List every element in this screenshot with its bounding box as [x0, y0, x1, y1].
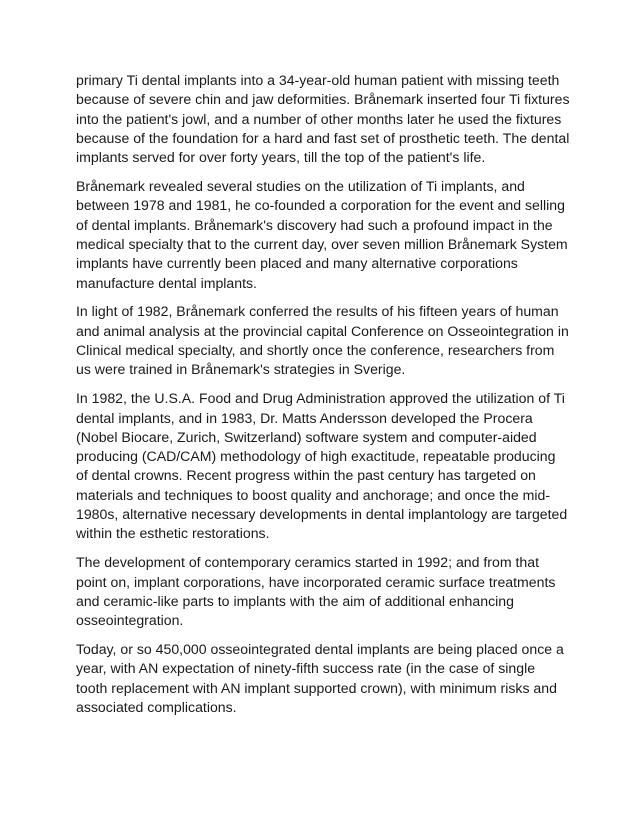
document-body — [76, 71, 570, 727]
paragraph: The development of contemporary ceramics started in 1992; and from that point on, implant corporations, have incorporated ceramic surface treatments and ceramic-like parts to implants with the aim of additional enhancing osseointegration. — [76, 554, 556, 629]
paragraph: In 1982, the U.S.A. Food and Drug Administration approved the utilization of Ti dental implants, and in 1983, Dr. Matts Andersson developed the Procera (Nobel Biocare, Zurich, Switzerland) software system and computer-aided producing (CAD/CAM) methodology of high exactitude, repeatable producing of dental crowns. Recent progress within the past century has targeted on materials and techniques to boost quality and anchorage; and once the mid-1980s, alternative necessary developments in dental implantology are targeted within the esthetic restorations. — [76, 390, 568, 542]
paragraph: In light of 1982, Brånemark conferred the results of his fifteen years of human and animal analysis at the provincial capital Conference on Osseointegration in Clinical medical specialty, and shortly once the conference, researchers from us were trained in Brånemark's strategies in Sverige. — [76, 303, 569, 378]
paragraph: Today, or so 450,000 osseointegrated dental implants are being placed once a year, with AN expectation of ninety-fifth success rate (in the case of single tooth replacement with AN implant supported crown), with minimum risks and associated complications. — [76, 640, 564, 715]
paragraph: Brånemark revealed several studies on the utilization of Ti implants, and between 1978 and 1981, he co-founded a corporation for the event and selling of dental implants. Brånemark's discovery had such a profound impact in the medical specialty that to the current day, over seven million Brånemark System implants have currently been placed and many alternative corporations manufacture dental implants. — [76, 178, 568, 291]
paragraph: primary Ti dental implants into a 34-year-old human patient with missing teeth because of severe chin and jaw deformities. Brånemark inserted four Ti fixtures into the patient's jowl, and a number of other months later he used the fixtures because of the foundation for a hard and fast set of prosthetic teeth. The dental implants served for over forty years, till the top of the patient's life. — [76, 72, 570, 166]
